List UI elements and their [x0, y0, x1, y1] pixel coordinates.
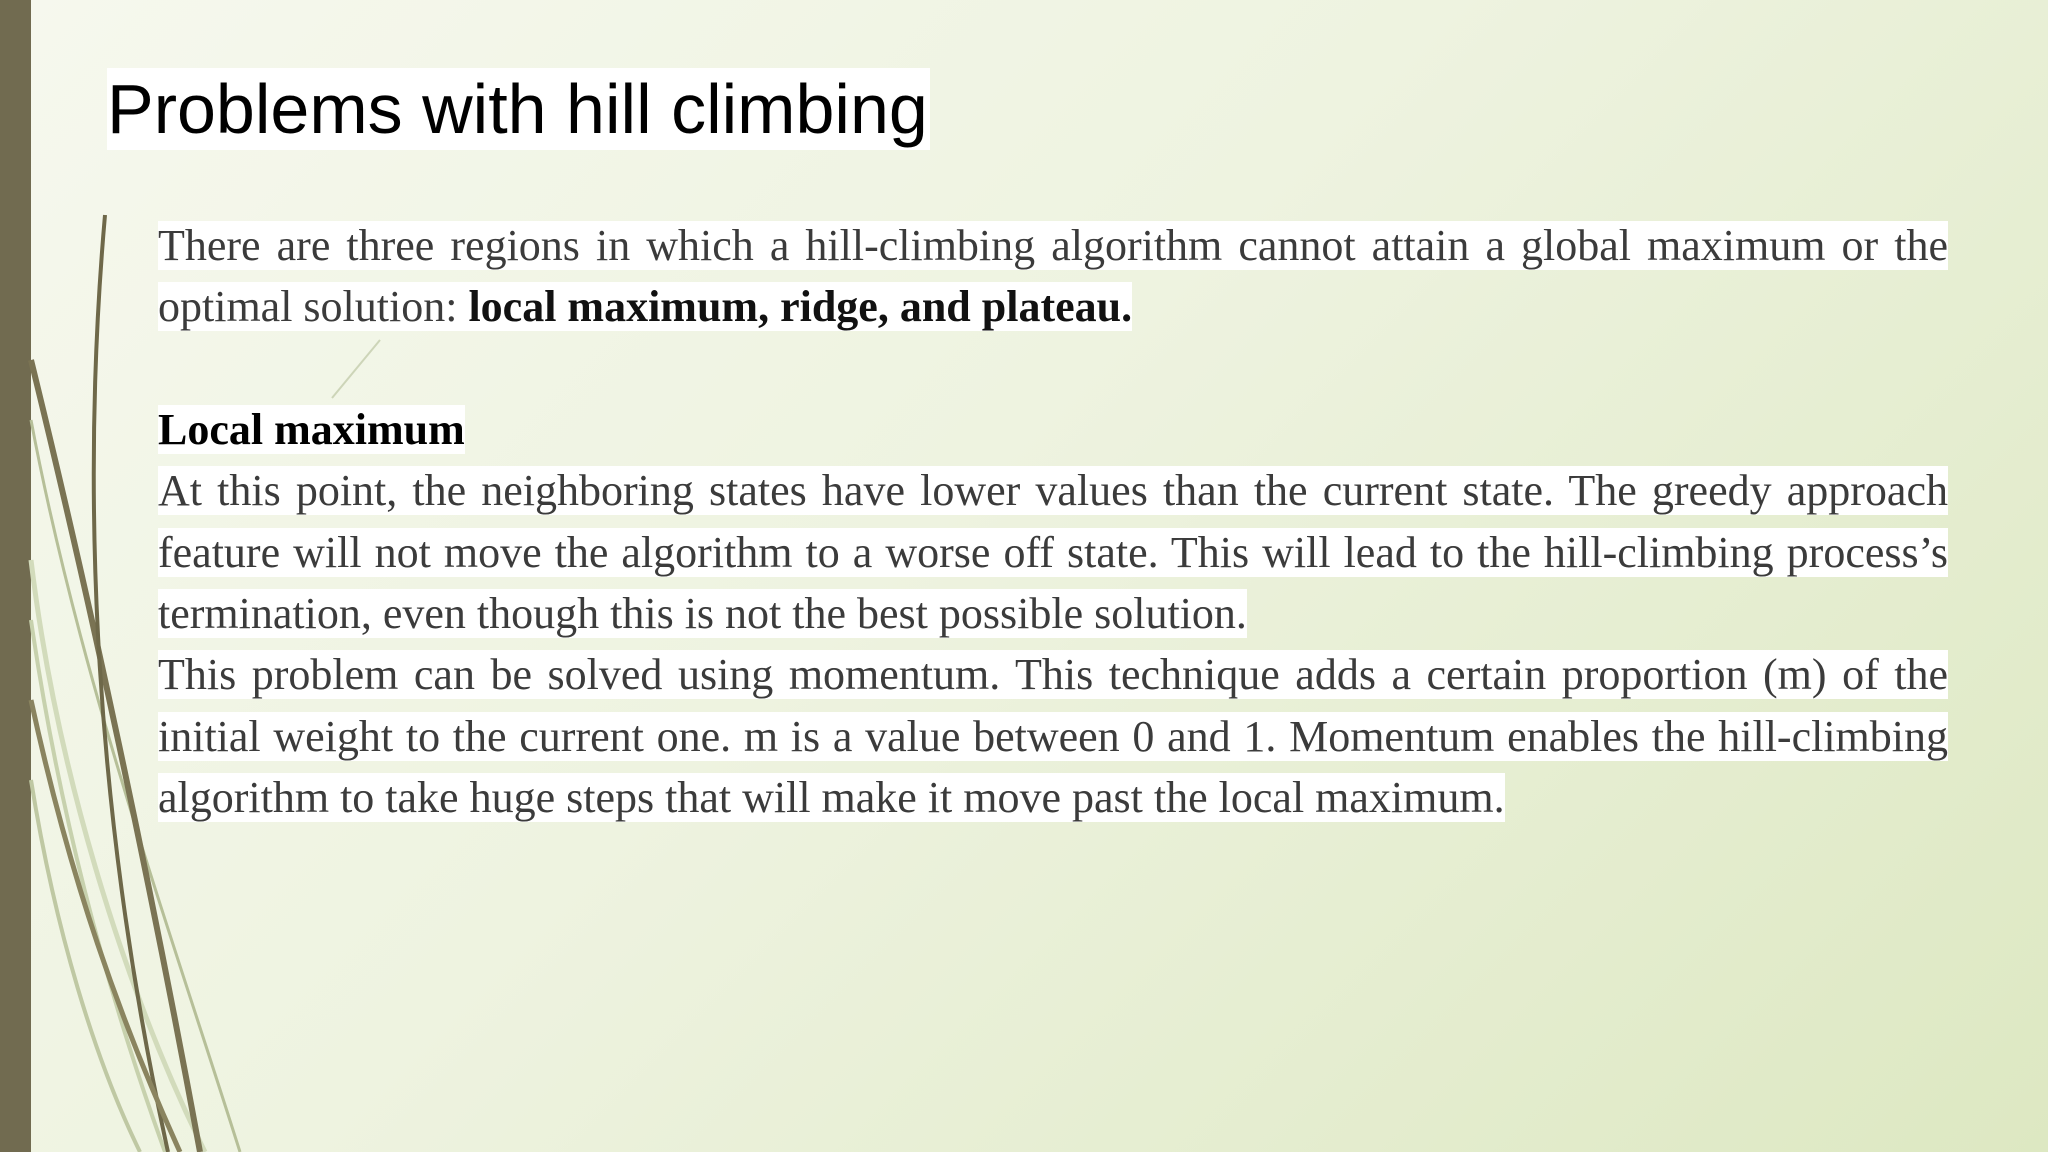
intro-paragraph [158, 215, 1948, 338]
slide-body [158, 215, 1948, 829]
local-maximum-paragraph [158, 460, 1948, 644]
section-heading: Local maximum [158, 404, 465, 454]
slide-title: Problems with hill climbing [107, 70, 928, 148]
momentum-paragraph [158, 644, 1948, 828]
paragraph-1-text: At this point, the neighboring states have lower values than the current state. The greedy approach feature will not move the algorithm to a worse off state. This will lead to the hill-climbing process’s termination, even though this is not the best possible solution. [158, 466, 1948, 639]
paragraph-2-text: This problem can be solved using momentum. This technique adds a certain proportion (m) of the initial weight to the current one. m is a value between 0 and 1. Momentum enables the hill-climbing algorithm to take huge steps that will make it move past the local maximum. [158, 650, 1948, 823]
intro-text: There are three regions in which a hill-climbing algorithm cannot attain a global maximum or the optimal solution: [158, 221, 1948, 332]
section-heading-paragraph [158, 399, 1948, 460]
intro-bold-text: local maximum, ridge, and plateau. [468, 282, 1133, 332]
paragraph-spacer [158, 338, 1948, 399]
